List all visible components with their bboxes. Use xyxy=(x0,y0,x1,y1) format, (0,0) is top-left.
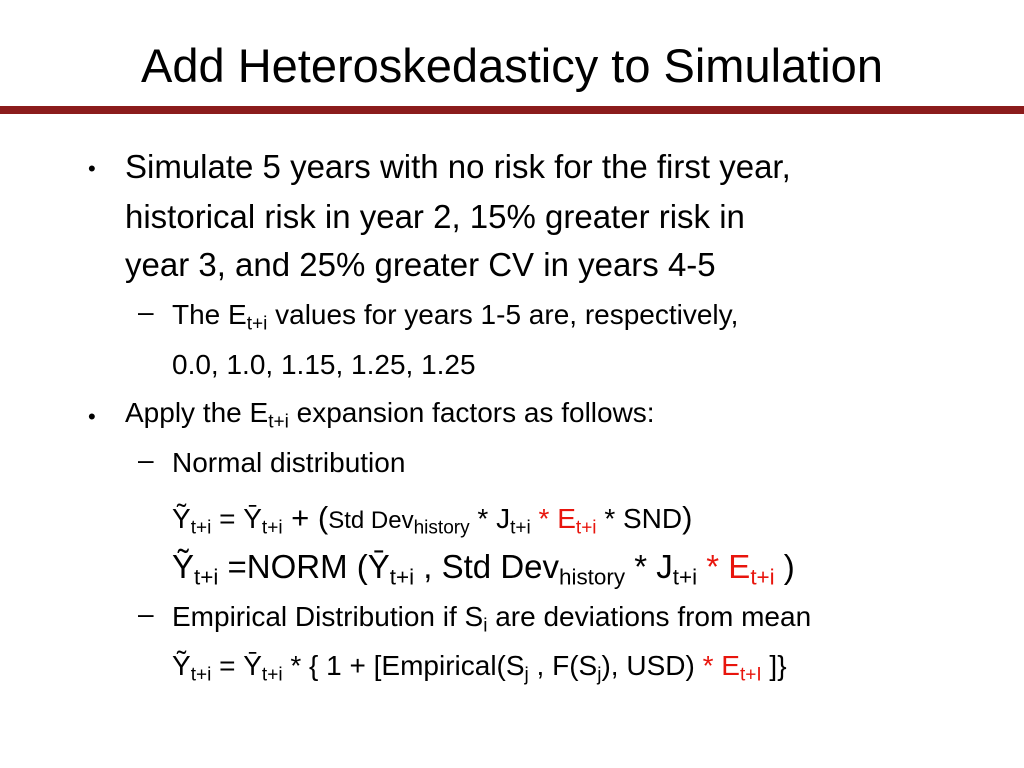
normal-equation-2: Ỹ$_{t+i}$ =NORM ($Ȳ_{t+i}$ , Std $Dev_{history} * J_{t+i} * E_{t+i}$ ) xyxy=(172,548,795,590)
slide-title: Add Heteroskedasticy to Simulation xyxy=(141,39,883,92)
empirical-label: Empirical Distribution if $S_i$ are deviations from mean xyxy=(172,601,812,637)
bullet1-sub-line1: The $E_{t+i}$ values for years 1-5 are, respectively, xyxy=(172,299,739,335)
bullet-dot: • xyxy=(88,404,96,429)
dash-marker: – xyxy=(138,444,154,475)
normal-label: Normal distribution xyxy=(172,447,406,478)
bullet2-line: Apply the $E_{t+i}$ expansion factors as follows: xyxy=(125,397,655,433)
dash-marker: – xyxy=(138,598,154,629)
bullet1-line2: historical risk in year 2, 15% greater risk in xyxy=(125,198,745,235)
bullet1-line3: year 3, and 25% greater CV in years 4-5 xyxy=(125,246,716,283)
dash-marker: – xyxy=(138,296,154,327)
normal-equation-1: Ỹ$_{t+i}$ = $Ȳ_{t+i} + (Std$ $Dev_{history} * J_{t+i} * E_{t+i} * SND$) xyxy=(172,500,693,539)
bullet1-sub-line2: 0.0, 1.0, 1.15, 1.25, 1.25 xyxy=(172,349,476,380)
bullet-dot: • xyxy=(88,156,96,181)
bullet1-line1: Simulate 5 years with no risk for the first year, xyxy=(125,148,791,185)
empirical-equation: Ỹ$_{t+i}$ = $Ȳ_{t+i}$ * { $1 + [Empirical(S_j$ , $F(S_j)$, $USD) * E_{t+I}$ ]} xyxy=(172,650,787,686)
